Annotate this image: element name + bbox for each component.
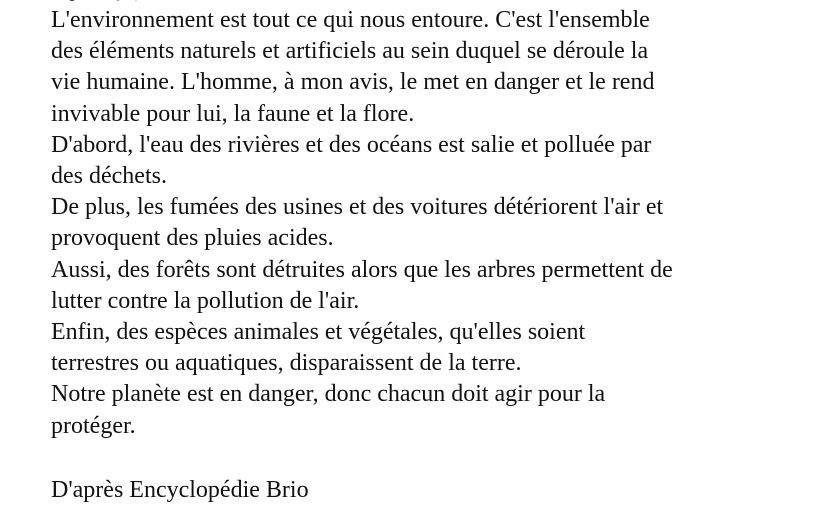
text-line: des éléments naturels et artificiels au sein duquel se déroule la	[51, 38, 649, 65]
text-line: provoquent des pluies acides.	[51, 225, 334, 252]
cropped-script-glyphs	[58, 0, 168, 3]
watermark-icon	[355, 500, 475, 512]
text-line: De plus, les fumées des usines et des voitures détériorent l'air et	[51, 194, 664, 221]
text-line: invivable pour lui, la faune et la flore.	[51, 100, 415, 127]
main-paragraph	[51, 5, 821, 442]
text-line: protéger.	[51, 412, 136, 439]
text-line: D'abord, l'eau des rivières et des océans est salie et polluée par	[51, 131, 652, 158]
text-line: Aussi, des forêts sont détruites alors que les arbres permettent de	[51, 256, 673, 283]
source-citation: D'après Encyclopédie Brio	[51, 477, 309, 503]
text-line: terrestres ou aquatiques, disparaissent de la terre.	[51, 350, 522, 377]
text-line: lutter contre la pollution de l'air.	[51, 287, 360, 314]
text-line: Notre planète est en danger, donc chacun doit agir pour la	[51, 381, 606, 408]
text-line: Enfin, des espèces animales et végétales, qu'elles soient	[51, 319, 586, 346]
text-line: vie humaine. L'homme, à mon avis, le met en danger et le rend	[51, 69, 655, 96]
cropped-heading-fragment	[58, 0, 168, 3]
text-line: des déchets.	[51, 163, 167, 190]
text-line: L'environnement est tout ce qui nous entoure. C'est l'ensemble	[51, 7, 650, 33]
